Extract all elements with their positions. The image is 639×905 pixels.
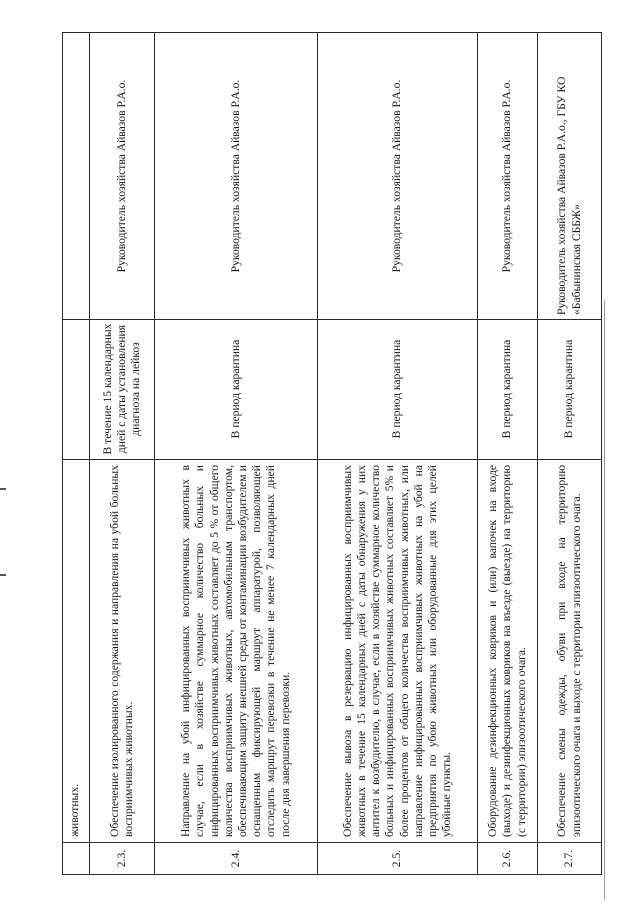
rotated-table: [62, 32, 602, 875]
scan-artifact-mark: [0, 574, 6, 576]
cell-text: животных.: [68, 783, 81, 837]
cell-term: В период карантина: [228, 339, 242, 439]
table-border-right: [62, 32, 602, 33]
cell-term: В период карантина: [390, 339, 404, 439]
cell-responsible: Руководитель хозяйства Айвазов Р.А.о.: [228, 79, 242, 273]
cell-text: Направление на убой инфицированных восприимчивых животных в случае, если в хозяйстве суммарное количество больных и инфицированных восприимчивых животных составляет до 5 % от общего количества восприимчивых животных, автомобильным транспортом, обеспечивающим защиту внешней среды от контаминации возбудителем и оснащенным фиксирующей маршрут аппаратурой, позволяющей отследить маршрут перевозки в течение не менее 7 календарных дней после дня завершения перевозки.: [179, 465, 292, 837]
table-row: [68, 465, 88, 837]
cell-text: Обеспечение вывоза в резервацию инфицированных восприимчивых животных в течение 15 календарных дней с даты обнаружения у них антител к возбудителю, в случае, если в хозяйстве суммарное количество больных и инфицированных восприимчивых животных составляет 5% и более процентов от общего количества восприимчивых животных, или направление инфицированных восприимчивых животных на убой на предприятия по убою животных или оборудованные для этих целей убойные пункты.: [340, 465, 454, 837]
cell-text: Оборудование дезинфекционных ковриков и (или) вапочек на входе (выходе) и дезинфекционных ковриков на въезде (выезде) на территорию (с территории) эпизоотического очага.: [486, 465, 528, 837]
cell-term: В течение 15 календарных дней с даты установления диагноза на лейкоз: [100, 323, 143, 455]
scan-artifact-mark: [0, 488, 6, 490]
cell-term: В период карантина: [562, 339, 576, 439]
cell-responsible: Руководитель хозяйства Айвазов Р.А.о., ГБУ КО «Бабынинская СББЖ»: [555, 76, 583, 315]
cell-responsible: Руководитель хозяйства Айвазов Р.А.о.: [114, 79, 128, 273]
scan-artifact-line: [604, 300, 605, 900]
row-number: 2.3.: [114, 849, 128, 868]
row-number: 2.4.: [228, 849, 242, 868]
row-number: 2.6.: [500, 849, 514, 868]
table-border-top: [62, 32, 63, 875]
col-divider: [62, 319, 602, 320]
cell-term: В период карантина: [500, 339, 514, 439]
col-divider: [62, 459, 602, 460]
cell-responsible: Руководитель хозяйства Айвазов Р.А.о.: [390, 79, 404, 273]
cell-text: Обеспечение смены одежды, обуви при входе на территорию эпизоотического очага и выходе с территории эпизоотического очага.: [555, 465, 583, 837]
row-number: 2.7.: [562, 849, 576, 868]
cell-responsible: Руководитель хозяйства Айвазов Р.А.о.: [500, 79, 514, 273]
row-number: 2.5.: [390, 849, 404, 868]
cell-text: Обеспечение изолированного содержания и направления на убой больных восприимчивых животных.: [107, 465, 135, 837]
table-border-left: [62, 874, 602, 875]
table-border-bottom: [601, 32, 602, 875]
